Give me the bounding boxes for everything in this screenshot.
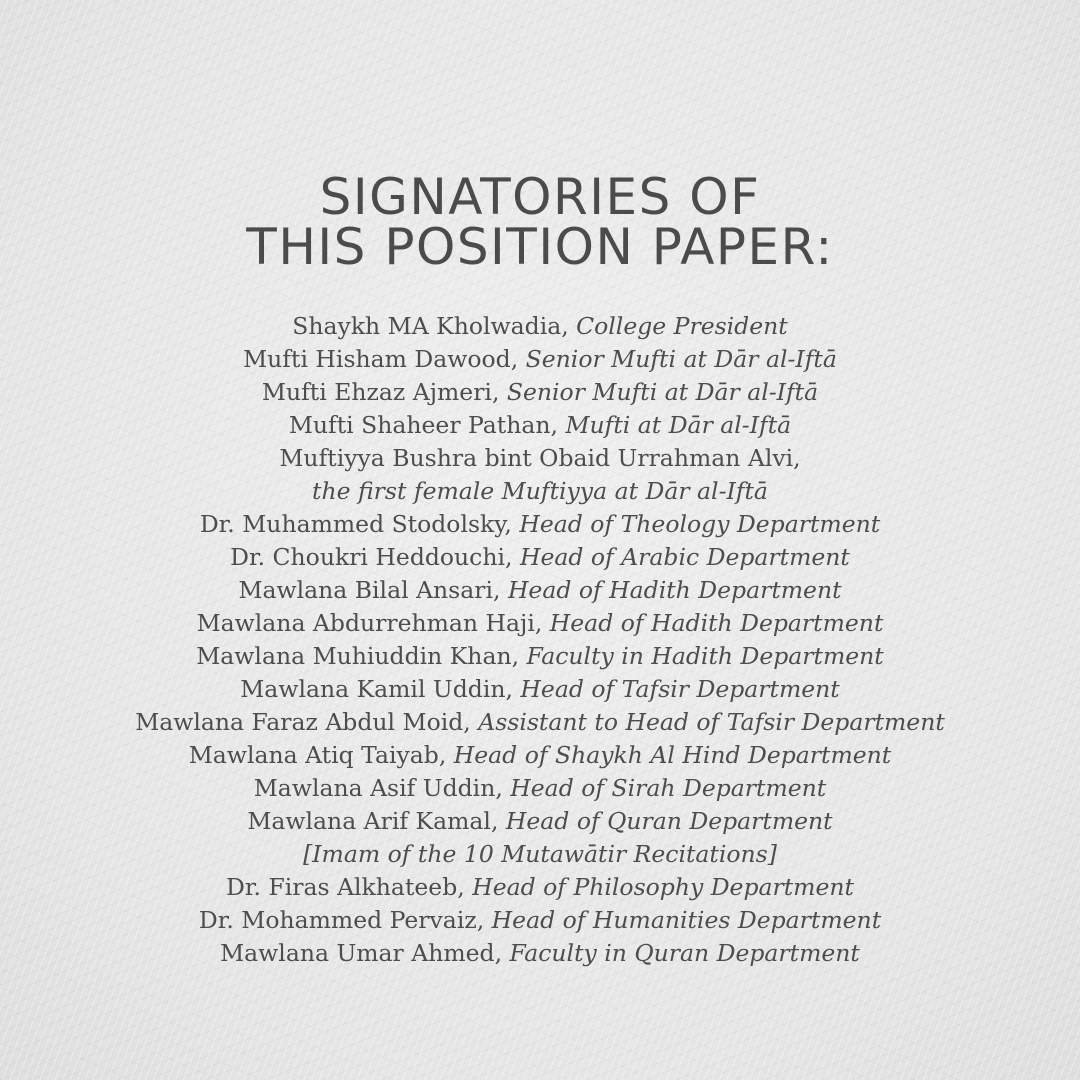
signatory-role: Head of Quran Department	[505, 807, 833, 835]
signatory-role: Mufti at Dār al-Iftā	[565, 411, 792, 439]
signatory-name: Dr. Muhammed Stodolsky,	[199, 510, 520, 538]
signatory-role: Head of Tafsir Department	[520, 675, 840, 703]
signatory-line	[0, 838, 1080, 871]
signatory-line	[0, 640, 1080, 673]
signatory-name: Mufti Ehzaz Ajmeri,	[261, 378, 507, 406]
signatory-line	[0, 772, 1080, 805]
signatory-role: [Imam of the 10 Mutawātir Recitations]	[303, 840, 777, 868]
signatory-role: Head of Theology Department	[519, 510, 881, 538]
signatory-name: Mawlana Muhiuddin Khan,	[196, 642, 527, 670]
signatory-name: Mawlana Asif Uddin,	[253, 774, 511, 802]
signatory-role: Head of Sirah Department	[510, 774, 827, 802]
signatory-role: Senior Mufti at Dār al-Iftā	[506, 378, 819, 406]
signatory-role: Senior Mufti at Dār al-Iftā	[525, 345, 837, 373]
signatory-role: Head of Hadith Department	[549, 609, 884, 637]
signatory-line	[0, 904, 1080, 937]
signatory-line	[0, 409, 1080, 442]
signatory-line	[0, 706, 1080, 739]
signatory-line	[0, 574, 1080, 607]
signatory-name: Mawlana Bilal Ansari,	[238, 576, 508, 604]
signatory-line	[0, 871, 1080, 904]
signatory-line	[0, 310, 1080, 343]
signatory-name: Mawlana Arif Kamal,	[247, 807, 506, 835]
signatory-line	[0, 739, 1080, 772]
title-line-1: SIGNATORIES OF	[319, 168, 761, 226]
signatory-name: Mawlana Kamil Uddin,	[240, 675, 521, 703]
signatory-name: Shaykh MA Kholwadia,	[292, 312, 577, 340]
signatory-name: Mawlana Faraz Abdul Moid,	[135, 708, 479, 736]
signatory-name: Mufti Shaheer Pathan,	[288, 411, 566, 439]
signatory-name: Dr. Mohammed Pervaiz,	[198, 906, 492, 934]
signatory-role: Assistant to Head of Tafsir Department	[478, 708, 945, 736]
signatory-role: College President	[576, 312, 788, 340]
signatories-list	[0, 310, 1080, 970]
signatory-role: Head of Shaykh Al Hind Department	[453, 741, 892, 769]
signatory-name: Mawlana Abdurrehman Haji,	[196, 609, 550, 637]
title-line-2: THIS POSITION PAPER:	[246, 218, 834, 276]
signatory-line	[0, 805, 1080, 838]
signatory-role: the first female Muftiyya at Dār al-Iftā	[312, 477, 768, 505]
signatory-name: Dr. Choukri Heddouchi,	[230, 543, 520, 571]
signatory-line	[0, 475, 1080, 508]
signatory-name: Dr. Firas Alkhateeb,	[226, 873, 473, 901]
signatory-name: Mawlana Atiq Taiyab,	[188, 741, 454, 769]
signatory-line	[0, 508, 1080, 541]
signatory-role: Faculty in Hadith Department	[526, 642, 884, 670]
signatory-role: Head of Philosophy Department	[472, 873, 854, 901]
signatory-line	[0, 343, 1080, 376]
signatory-name: Mufti Hisham Dawood,	[243, 345, 526, 373]
signatory-name: Muftiyya Bushra bint Obaid Urrahman Alvi,	[279, 444, 801, 472]
signatory-role: Faculty in Quran Department	[509, 939, 860, 967]
signatory-role: Head of Hadith Department	[507, 576, 842, 604]
signatory-name: Mawlana Umar Ahmed,	[220, 939, 510, 967]
signatory-line	[0, 376, 1080, 409]
page-title	[0, 168, 1080, 276]
signatory-role: Head of Humanities Department	[491, 906, 882, 934]
signatory-line	[0, 541, 1080, 574]
signatory-role: Head of Arabic Department	[519, 543, 850, 571]
signatory-line	[0, 673, 1080, 706]
signatory-line	[0, 607, 1080, 640]
signatory-line	[0, 442, 1080, 475]
signatory-line	[0, 937, 1080, 970]
